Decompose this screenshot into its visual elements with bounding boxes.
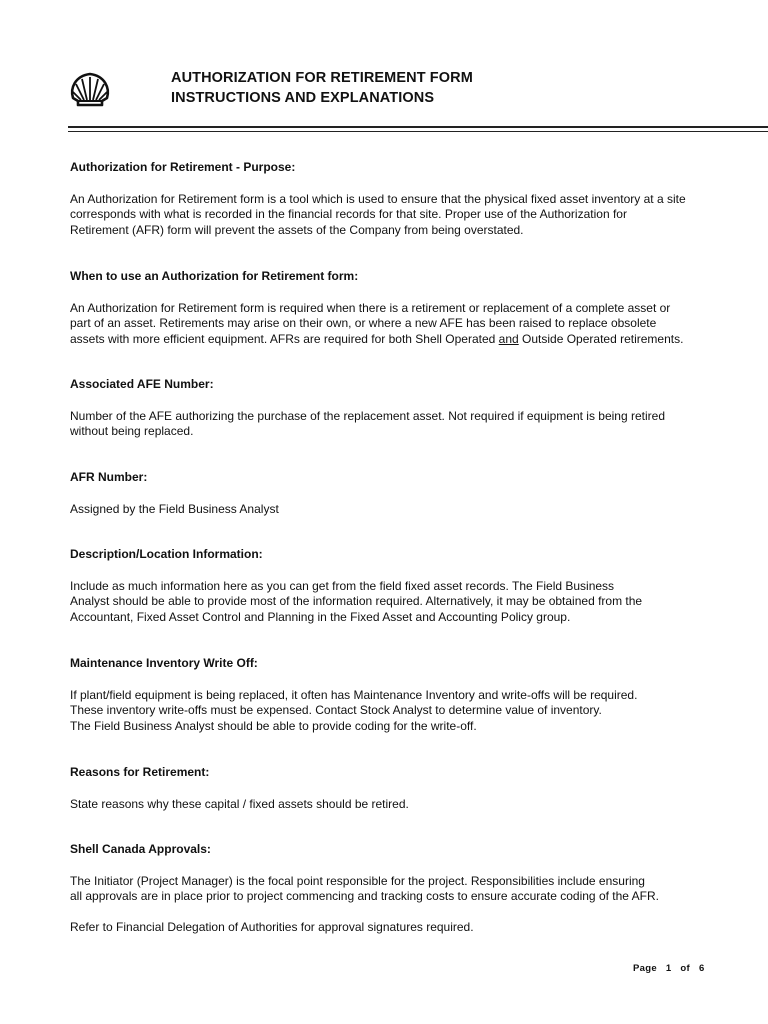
section-maintenance-write-off (70, 656, 750, 734)
section-heading: Associated AFE Number: (70, 377, 214, 391)
page-footer (633, 963, 711, 974)
section-body-extra (70, 920, 750, 936)
section-approvals (70, 842, 750, 935)
body-line: Accountant, Fixed Asset Control and Planning in the Fixed Asset and Accounting Policy group. (70, 609, 571, 624)
body-line: Assigned by the Field Business Analyst (70, 501, 279, 516)
body-line: These inventory write-offs must be expensed. Contact Stock Analyst to determine value of inventory. (70, 703, 602, 717)
body-line: corresponds with what is recorded in the financial records for that site. Proper use of the Authorization for (70, 207, 627, 221)
section-body (70, 502, 750, 518)
page-total: 6 (698, 963, 705, 974)
body-line: part of an asset. Retirements may arise on their own, or where a new AFE has been raised to replace obsolete (70, 316, 657, 330)
header-rule-thin (68, 131, 768, 132)
header-rule-thick (68, 126, 768, 128)
page-number: 1 (665, 963, 672, 974)
body-line: An Authorization for Retirement form is required when there is a retirement or replacement of a complete asset or (70, 300, 671, 315)
body-line: Analyst should be able to provide most of the information required. Alternatively, it may be obtained from the (70, 594, 643, 608)
body-line: The Initiator (Project Manager) is the focal point responsible for the project. Responsibilities include ensuring (70, 873, 645, 888)
body-line-post: Outside Operated retirements. (518, 331, 684, 346)
body-line: Retirement (AFR) form will prevent the assets of the Company from being overstated. (70, 222, 524, 237)
section-purpose (70, 160, 750, 238)
body-line: Number of the AFE authorizing the purchase of the replacement asset. Not required if equipment is being retired (70, 408, 665, 423)
section-heading: Reasons for Retirement: (70, 765, 210, 779)
section-body (70, 579, 750, 626)
section-body (70, 409, 750, 440)
body-line: all approvals are in place prior to project commencing and tracking costs to ensure accurate coding of the AFR. (70, 889, 659, 903)
section-heading: Authorization for Retirement - Purpose: (70, 160, 296, 174)
body-line-with-underline (70, 332, 750, 348)
section-body (70, 874, 750, 905)
underlined-word: and (498, 331, 519, 346)
section-heading: AFR Number: (70, 470, 148, 484)
body-line-pre: assets with more efficient equipment. AFRs are required for both Shell Operated (70, 331, 499, 346)
section-heading: Shell Canada Approvals: (70, 842, 211, 856)
body-line: State reasons why these capital / fixed assets should be retired. (70, 796, 409, 811)
section-body (70, 192, 750, 239)
section-heading: Maintenance Inventory Write Off: (70, 656, 258, 670)
title-line-1: AUTHORIZATION FOR RETIREMENT FORM (171, 70, 473, 86)
page-label: Page (633, 963, 657, 974)
document-title (171, 68, 473, 108)
title-line-2: INSTRUCTIONS AND EXPLANATIONS (171, 90, 435, 106)
section-heading: Description/Location Information: (70, 547, 263, 561)
section-body (70, 301, 750, 348)
body-line: If plant/field equipment is being replaced, it often has Maintenance Inventory and write-offs will be required. (70, 687, 638, 702)
section-when-to-use (70, 269, 750, 347)
body-line: Refer to Financial Delegation of Authorities for approval signatures required. (70, 919, 474, 934)
section-afr-number (70, 470, 750, 517)
body-line: The Field Business Analyst should be able to provide coding for the write-off. (70, 718, 477, 733)
of-label: of (680, 963, 690, 974)
body-line: without being replaced. (70, 424, 194, 438)
section-body (70, 688, 750, 735)
section-afe-number (70, 377, 750, 440)
body-line: Include as much information here as you can get from the field fixed asset records. The Field Business (70, 578, 615, 593)
section-heading: When to use an Authorization for Retirement form: (70, 269, 359, 283)
shell-pecten-logo-icon (69, 71, 111, 109)
section-description-location (70, 547, 750, 625)
body-line: An Authorization for Retirement form is a tool which is used to ensure that the physical fixed asset inventory at a site (70, 191, 686, 206)
section-body (70, 797, 750, 813)
section-reasons (70, 765, 750, 812)
